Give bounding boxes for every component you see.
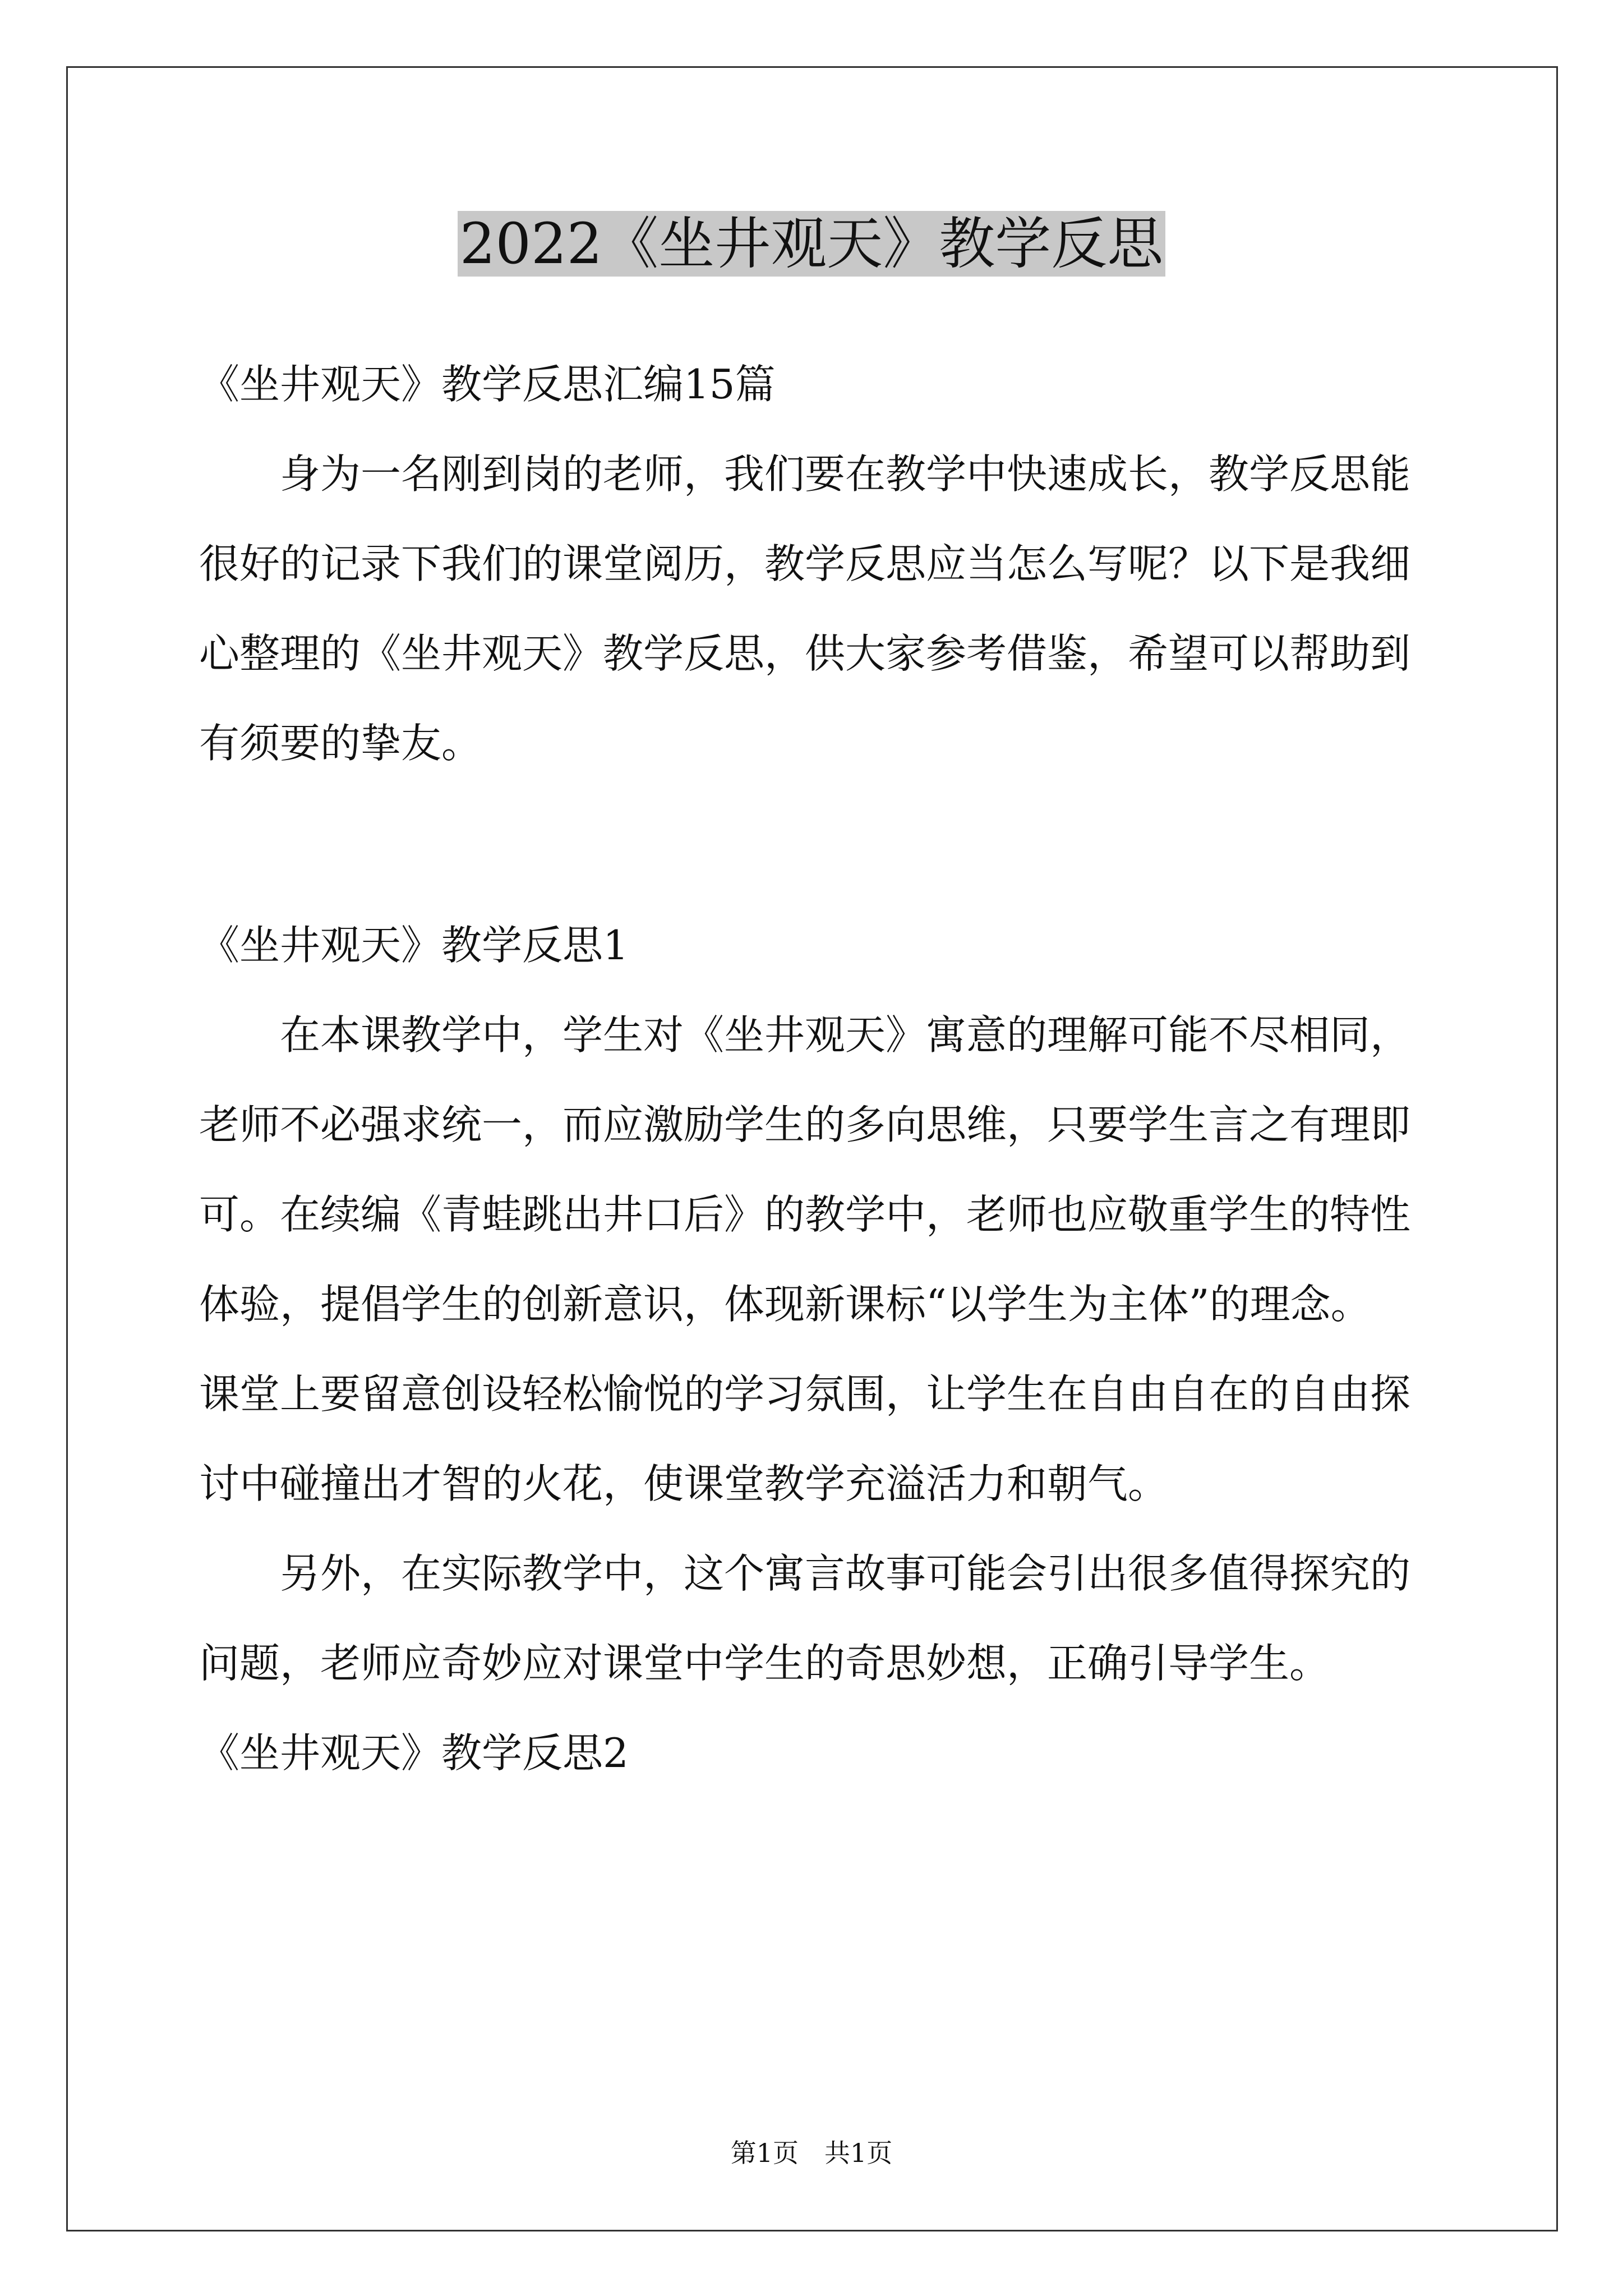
intro-line: 很好的记录下我们的课堂阅历，教学反思应当怎么写呢？以下是我细 — [199, 540, 1411, 587]
section-spacer — [199, 799, 1430, 912]
paragraph-line: 老师不必强求统一，而应激励学生的多向思维，只要学生言之有理即 — [199, 1101, 1411, 1148]
intro-line: 有须要的挚友。 — [199, 720, 482, 767]
paragraph-line: 讨中碰撞出才智的火花，使课堂教学充溢活力和朝气。 — [199, 1460, 1169, 1507]
paragraph-line: 可。在续编《青蛙跳出井口后》的教学中，老师也应敬重学生的特性 — [199, 1191, 1411, 1238]
subtitle: 《坐井观天》教学反思汇编15篇 — [199, 361, 776, 408]
intro-line: 身为一名刚到岗的老师，我们要在教学中快速成长，教学反思能 — [280, 450, 1411, 498]
section-heading-1: 《坐井观天》教学反思1 — [199, 922, 629, 969]
paragraph-line: 在本课教学中，学生对《坐井观天》寓意的理解可能不尽相同， — [280, 1011, 1411, 1059]
paragraph-line: 体验，提倡学生的创新意识，体现新课标“以学生为主体”的理念。 — [199, 1281, 1371, 1328]
paragraph-line: 课堂上要留意创设轻松愉悦的学习氛围，让学生在自由自在的自由探 — [199, 1370, 1411, 1418]
page-footer — [0, 2136, 1623, 2170]
page-total: 共1页 — [824, 2138, 893, 2168]
section-heading-2: 《坐井观天》教学反思2 — [199, 1729, 629, 1777]
title-text: 2022《坐井观天》教学反思 — [458, 211, 1166, 277]
intro-line: 心整理的《坐井观天》教学反思，供大家参考借鉴，希望可以帮助到 — [199, 630, 1411, 677]
page-number: 第1页 — [730, 2138, 799, 2168]
document-title — [0, 208, 1623, 280]
document-body — [199, 351, 1430, 1809]
paragraph-line: 问题，老师应奇妙应对课堂中学生的奇思妙想，正确引导学生。 — [199, 1640, 1330, 1687]
paragraph-line: 另外，在实际教学中，这个寓言故事可能会引出很多值得探究的 — [280, 1550, 1411, 1597]
